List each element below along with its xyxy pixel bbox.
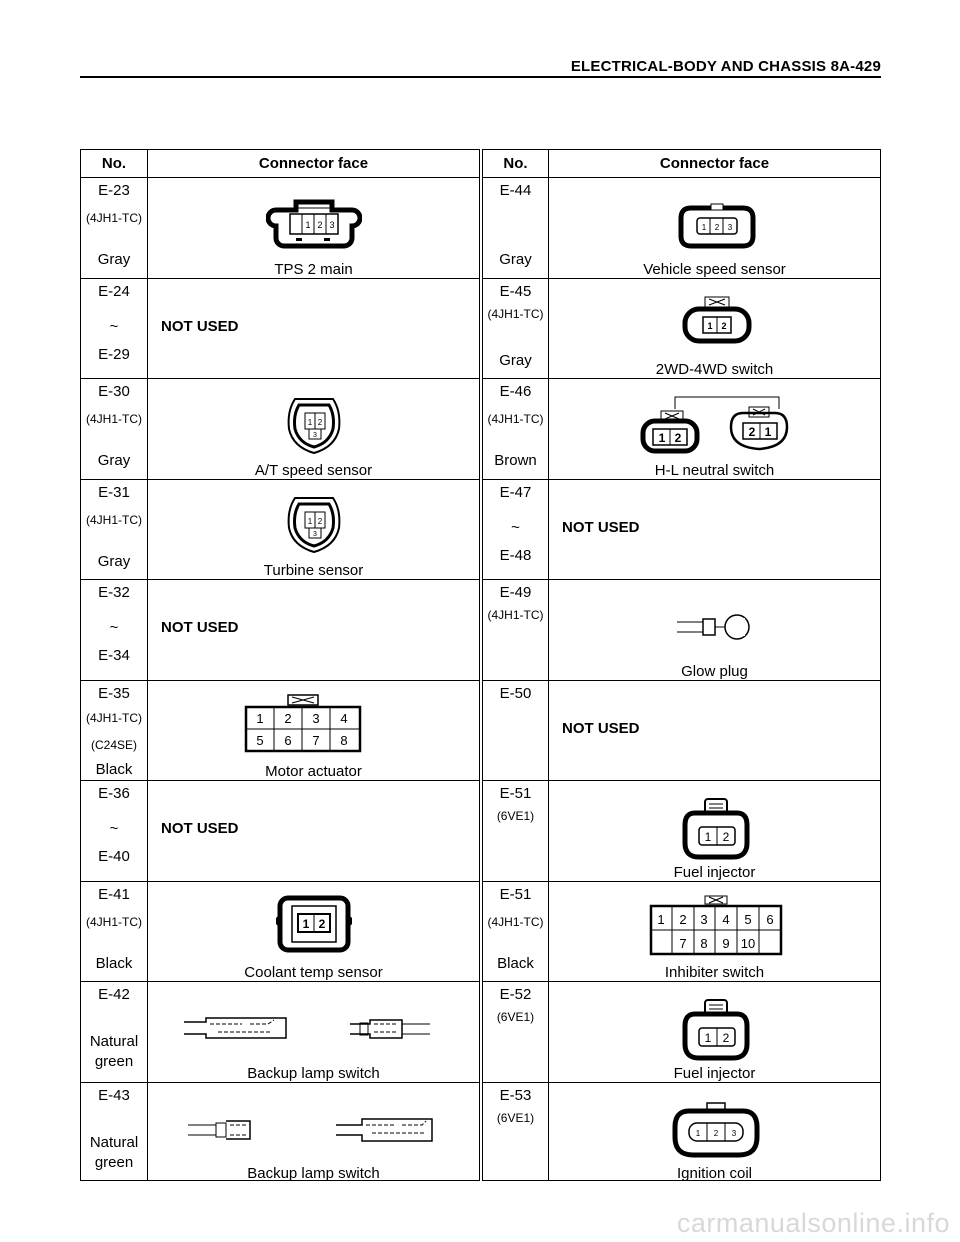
pin-label: 2	[317, 220, 323, 230]
svg-text:5: 5	[744, 911, 752, 927]
svg-text:3: 3	[700, 911, 708, 927]
backup-lamp-connector-icon	[186, 1115, 436, 1151]
tps-connector-icon	[266, 196, 362, 250]
engine-note: (4JH1-TC)	[86, 512, 142, 527]
svg-text:1: 1	[302, 916, 310, 931]
table-row	[81, 378, 479, 479]
connector-caption: Backup lamp switch	[247, 1064, 380, 1082]
connector-caption: TPS 2 main	[274, 260, 353, 278]
backup-lamp-connector-icon	[182, 1012, 432, 1048]
connector-number: E-35	[98, 684, 130, 702]
connector-range-end: E-34	[98, 647, 130, 664]
connector-number: E-32	[98, 584, 130, 601]
speed-sensor-connector-icon	[281, 391, 347, 457]
connector-number: E-45	[499, 282, 532, 300]
connector-range-end: E-48	[499, 546, 532, 564]
svg-text:1: 1	[704, 1031, 712, 1045]
table-row	[81, 1082, 479, 1183]
engine-note: (C24SE)	[90, 737, 137, 752]
table-row	[483, 479, 880, 580]
h-l-neutral-switch-connector-icon	[635, 387, 815, 457]
connector-number: E-52	[499, 986, 532, 1003]
engine-note: (4JH1-TC)	[487, 306, 544, 321]
engine-note: (6VE1)	[496, 1010, 535, 1024]
connector-number: E-44	[499, 182, 532, 199]
connector-number: E-30	[98, 383, 130, 400]
connector-color: Gray	[97, 452, 131, 469]
svg-text:2: 2	[714, 223, 720, 232]
table-row	[81, 177, 479, 278]
turbine-sensor-connector-icon	[281, 490, 347, 556]
range-tilde: ~	[109, 619, 119, 636]
inhibiter-switch-connector-icon	[649, 894, 785, 958]
not-used-label: NOT USED	[562, 719, 640, 737]
svg-text:6: 6	[284, 732, 292, 748]
not-used-label: NOT USED	[161, 317, 239, 335]
engine-note: (4JH1-TC)	[487, 608, 544, 622]
svg-text:9: 9	[722, 935, 730, 951]
table-row	[81, 981, 479, 1082]
connector-number: E-42	[98, 986, 130, 1003]
coolant-temp-connector-icon	[274, 892, 354, 956]
svg-text:2: 2	[284, 710, 292, 726]
connector-caption: Motor actuator	[265, 763, 362, 780]
glow-plug-terminal-icon	[675, 610, 759, 644]
table-row	[483, 579, 880, 680]
connector-color: Gray	[97, 552, 131, 570]
not-used-label: NOT USED	[161, 820, 239, 837]
connector-caption: Vehicle speed sensor	[643, 260, 786, 278]
column-header-no: No.	[101, 155, 127, 172]
svg-text:3: 3	[313, 530, 317, 538]
connector-number: E-51	[499, 885, 532, 903]
svg-text:1: 1	[764, 425, 772, 439]
svg-text:3: 3	[312, 710, 320, 726]
connector-caption: A/T speed sensor	[254, 461, 373, 479]
table-row	[483, 881, 880, 982]
svg-text:1: 1	[704, 830, 712, 844]
svg-text:4: 4	[340, 710, 348, 726]
ignition-coil-connector-icon	[671, 1101, 761, 1159]
connector-color: Natural green	[89, 1133, 139, 1171]
connector-caption: Fuel injector	[673, 863, 756, 881]
connector-range-end: E-40	[98, 848, 130, 865]
svg-text:2: 2	[318, 916, 326, 931]
connector-color: Black	[497, 954, 534, 972]
engine-note: (6VE1)	[496, 1110, 535, 1125]
svg-text:1: 1	[657, 911, 665, 927]
svg-text:8: 8	[700, 935, 708, 951]
svg-text:2: 2	[722, 1031, 730, 1045]
connector-color: Natural green	[89, 1033, 139, 1070]
table-row	[81, 680, 479, 781]
connector-number: E-53	[499, 1086, 532, 1104]
svg-text:5: 5	[256, 732, 264, 748]
pin-label: 3	[329, 220, 335, 230]
connector-number: E-49	[499, 584, 532, 601]
pin-label: 1	[305, 220, 311, 230]
header-rule	[80, 76, 881, 78]
column-header-face: Connector face	[258, 155, 369, 172]
connector-color: Black	[95, 954, 133, 972]
connector-number: E-23	[98, 182, 130, 199]
connector-color: Brown	[494, 452, 537, 469]
fuel-injector-connector-icon	[681, 996, 751, 1062]
table-row	[483, 780, 880, 881]
engine-note: (6VE1)	[496, 809, 535, 823]
svg-text:8: 8	[340, 732, 348, 748]
svg-text:2: 2	[317, 418, 323, 427]
svg-text:3: 3	[727, 223, 733, 232]
svg-text:2: 2	[674, 431, 682, 445]
table-row	[483, 981, 880, 1082]
connector-number: E-24	[98, 282, 130, 300]
page-header: ELECTRICAL-BODY AND CHASSIS 8A-429	[570, 58, 881, 75]
column-header-no: No.	[503, 155, 528, 172]
table-row	[483, 378, 880, 479]
connector-caption: H-L neutral switch	[654, 461, 775, 479]
svg-text:4: 4	[722, 911, 730, 927]
svg-text:2: 2	[721, 320, 727, 331]
watermark: carmanualsonline.info	[676, 1208, 950, 1238]
svg-text:1: 1	[707, 320, 713, 331]
svg-text:2: 2	[748, 425, 756, 439]
svg-text:2: 2	[317, 516, 323, 526]
svg-text:6: 6	[766, 911, 774, 927]
connector-caption: Ignition coil	[676, 1165, 753, 1182]
connector-number: E-31	[98, 483, 130, 501]
table-row	[81, 579, 479, 680]
svg-text:1: 1	[701, 223, 707, 232]
connector-number: E-47	[499, 483, 532, 501]
connector-caption: Fuel injector	[673, 1064, 756, 1082]
connector-caption: Turbine sensor	[263, 562, 364, 579]
vehicle-speed-connector-icon	[677, 202, 757, 252]
table-row	[81, 278, 479, 379]
table-row	[483, 1082, 880, 1183]
svg-text:1: 1	[307, 418, 313, 427]
connector-number: E-43	[98, 1086, 130, 1104]
table-row	[81, 479, 479, 580]
svg-text:1: 1	[256, 710, 264, 726]
range-tilde: ~	[109, 317, 119, 335]
connector-color: Gray	[499, 351, 532, 369]
connector-number: E-41	[98, 885, 130, 903]
motor-actuator-connector-icon	[240, 693, 366, 757]
not-used-label: NOT USED	[562, 518, 640, 536]
engine-note: (4JH1-TC)	[487, 914, 544, 929]
connector-caption: Backup lamp switch	[247, 1165, 380, 1182]
engine-note: (4JH1-TC)	[86, 914, 142, 929]
engine-note: (4JH1-TC)	[86, 412, 142, 426]
table-row	[81, 780, 479, 881]
svg-text:7: 7	[312, 732, 320, 748]
fuel-injector-connector-icon	[681, 795, 751, 861]
svg-text:7: 7	[679, 935, 687, 951]
connector-color: Black	[95, 760, 133, 778]
svg-text:3: 3	[731, 1128, 737, 1138]
connector-number: E-36	[98, 785, 130, 802]
range-tilde: ~	[511, 518, 520, 536]
svg-text:3: 3	[313, 432, 317, 439]
connector-caption: Inhibiter switch	[664, 964, 765, 981]
not-used-label: NOT USED	[161, 619, 239, 636]
connector-color: Gray	[97, 251, 131, 268]
connector-color: Gray	[499, 251, 532, 268]
svg-text:2: 2	[679, 911, 687, 927]
connector-table-left	[80, 149, 480, 1181]
engine-note: (4JH1-TC)	[487, 412, 544, 426]
table-row	[483, 177, 880, 278]
svg-text:1: 1	[307, 516, 313, 526]
connector-caption: Glow plug	[681, 662, 748, 680]
svg-text:1: 1	[658, 431, 666, 445]
svg-text:2: 2	[722, 830, 730, 844]
range-tilde: ~	[109, 820, 119, 837]
table-row	[81, 881, 479, 982]
connector-caption: Coolant temp sensor	[244, 964, 383, 981]
svg-text:1: 1	[695, 1128, 701, 1138]
connector-number: E-51	[499, 785, 532, 802]
connector-caption: 2WD-4WD switch	[655, 361, 774, 378]
connector-table-right	[482, 149, 881, 1181]
connector-number: E-50	[499, 684, 532, 702]
engine-note: (4JH1-TC)	[86, 710, 142, 725]
table-row	[483, 278, 880, 379]
svg-text:10: 10	[740, 935, 756, 951]
connector-range-end: E-29	[98, 345, 130, 363]
engine-note: (4JH1-TC)	[86, 211, 142, 225]
column-header-face: Connector face	[659, 155, 770, 172]
table-row	[483, 680, 880, 781]
svg-text:2: 2	[713, 1128, 719, 1138]
connector-number: E-46	[499, 383, 532, 400]
2wd-4wd-switch-connector-icon	[681, 295, 753, 347]
